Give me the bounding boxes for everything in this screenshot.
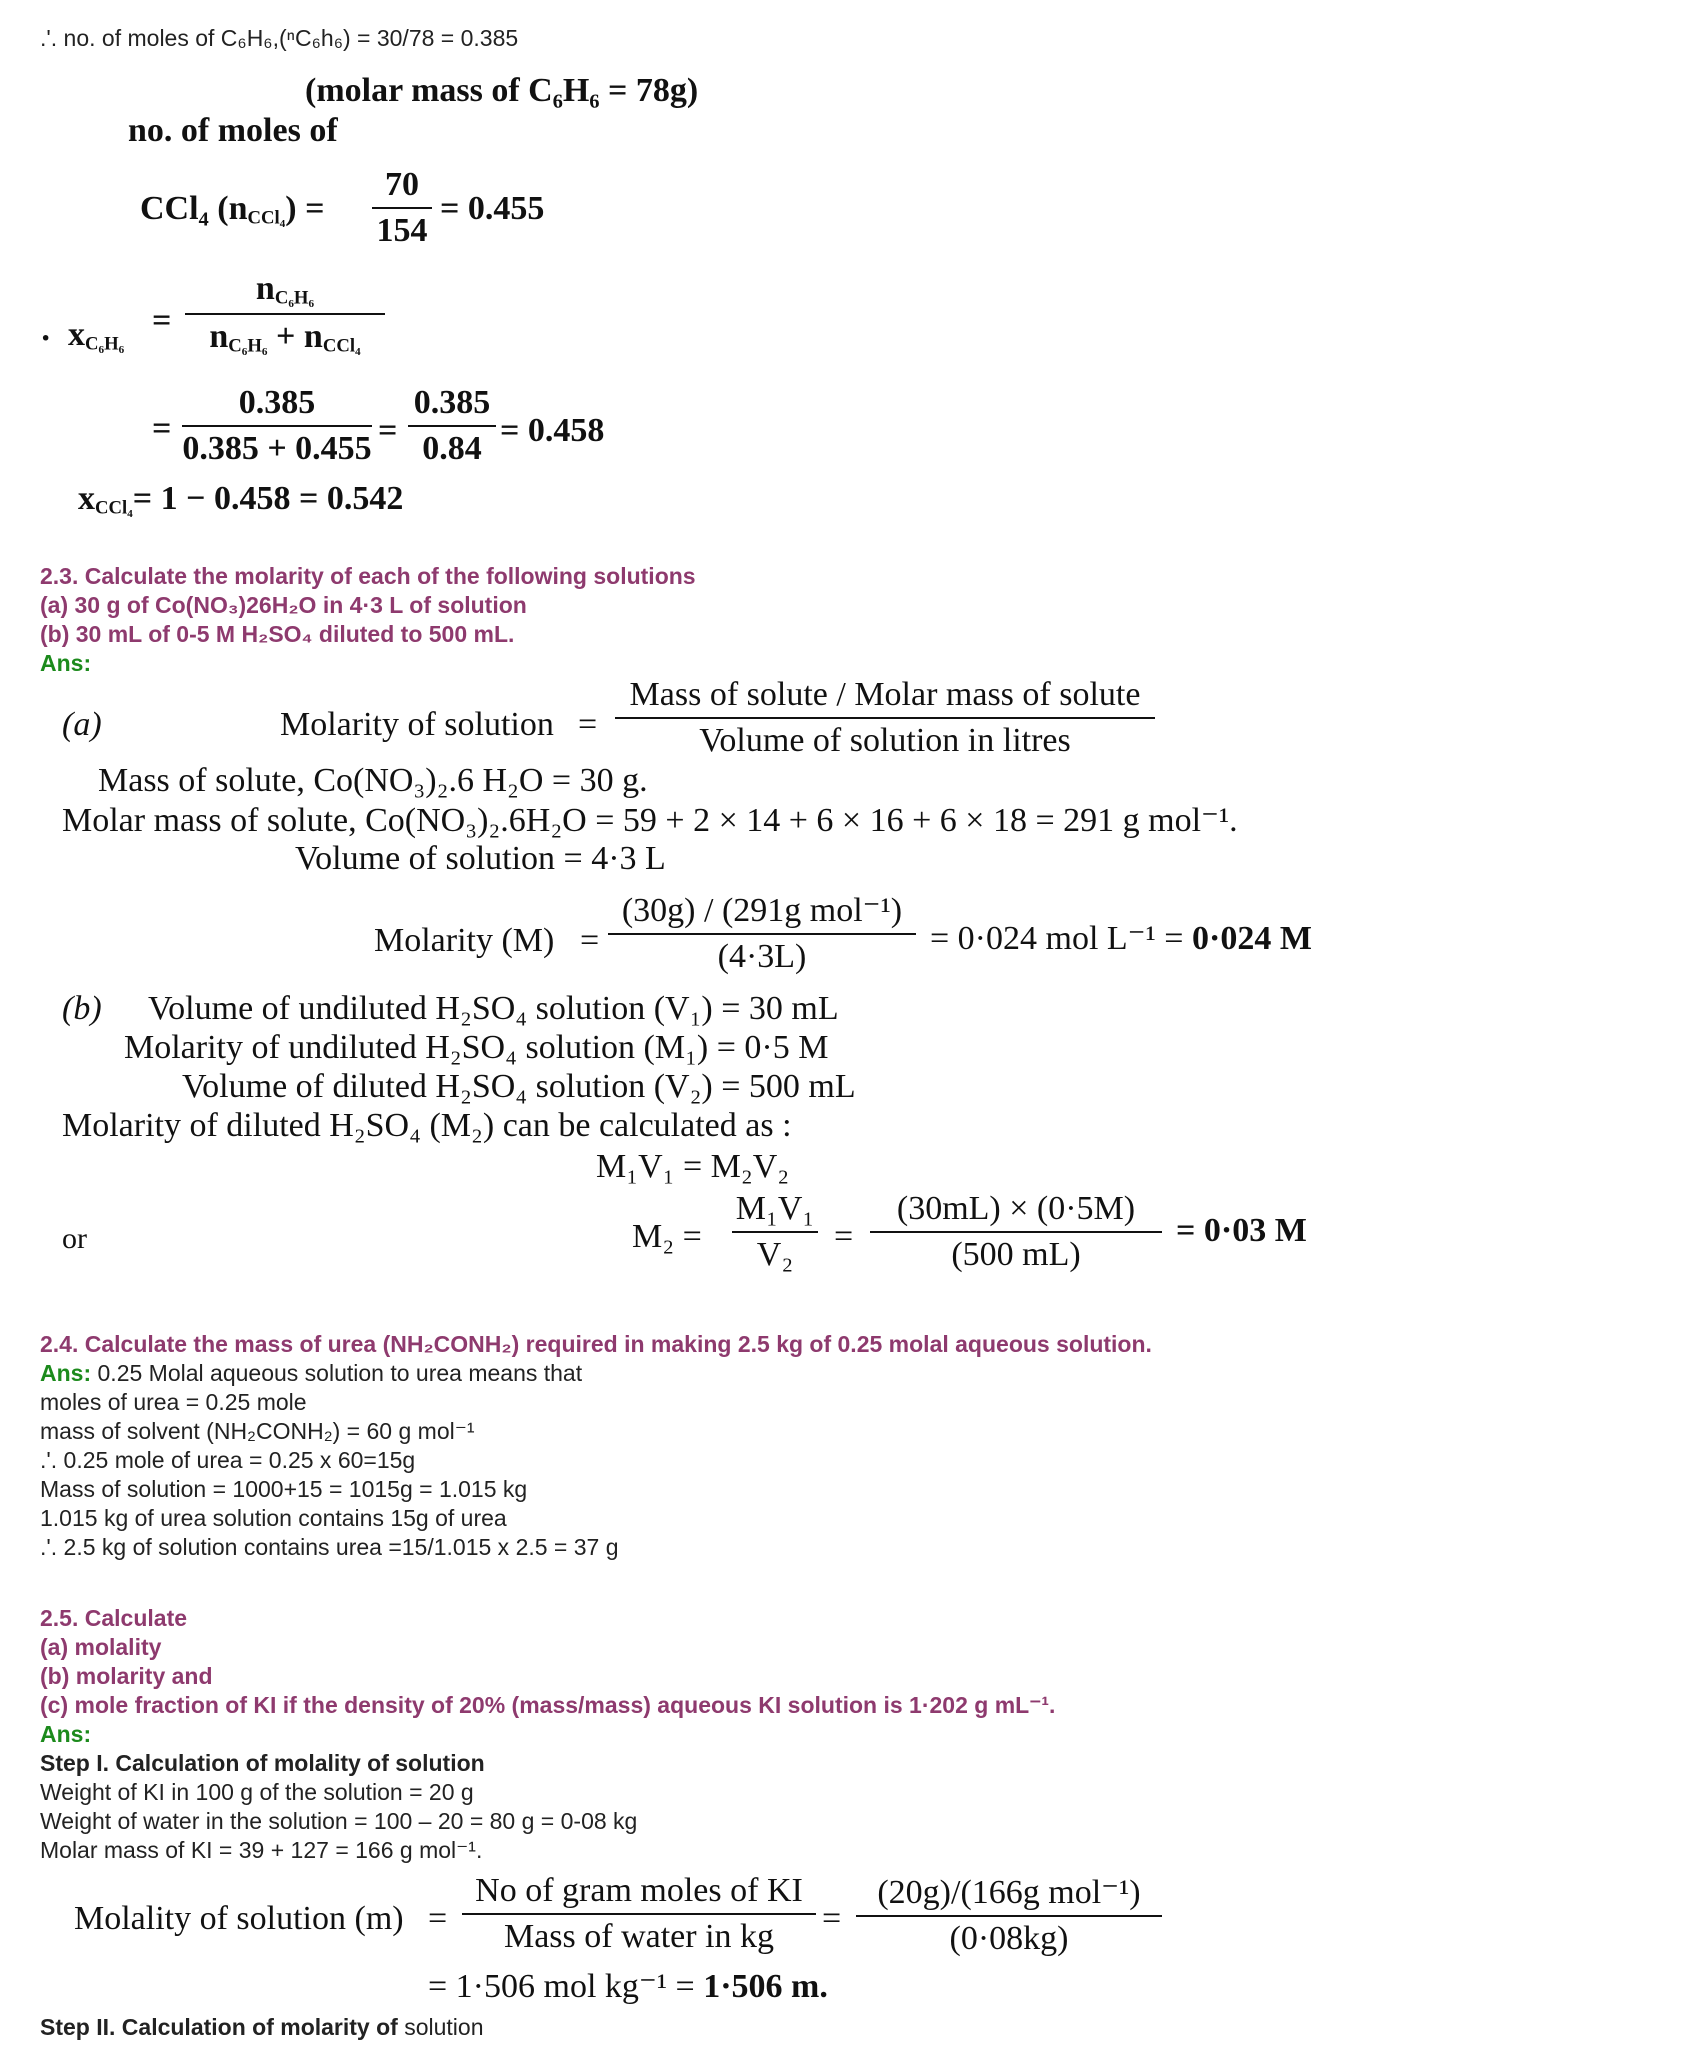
fraction-numerator: (30mL) × (0·5M) bbox=[896, 1190, 1136, 1227]
fraction-numerator bbox=[185, 270, 385, 310]
question-2-5-a: (a) molality bbox=[40, 1634, 162, 1660]
molality-result-bold: 1·506 m. bbox=[703, 1968, 828, 2005]
x-ccl4-line bbox=[78, 480, 403, 520]
answer-2-4-line: Mass of solution = 1000+15 = 1015g = 1.015 kg bbox=[40, 1476, 528, 1502]
fraction-bar bbox=[608, 933, 916, 935]
question-2-5-b: (b) molarity and bbox=[40, 1663, 213, 1689]
fraction-numerator: M₁V₁ bbox=[735, 1190, 815, 1227]
fraction-denominator: (0·08kg) bbox=[949, 1920, 1069, 1957]
question-2-5-c: (c) mole fraction of KI if the density of 20% (mass/mass) aqueous KI solution is 1·202 g mL⁻¹. bbox=[40, 1692, 1056, 1718]
question-2-5-title: 2.5. Calculate bbox=[40, 1605, 188, 1631]
fraction-numerator: (20g)/(166g mol⁻¹) bbox=[877, 1874, 1141, 1911]
question-2-3-title: 2.3. Calculate the molarity of each of the following solutions bbox=[40, 563, 696, 589]
molarity-m-lhs: Molarity (M) bbox=[374, 922, 555, 959]
x-symbol: x bbox=[68, 316, 85, 353]
fraction-denominator: V₂ bbox=[756, 1236, 794, 1273]
question-2-3-a: (a) 30 g of Co(NO₃)26H₂O in 4·3 L of solution bbox=[40, 592, 527, 618]
bullet-dot: · bbox=[40, 320, 52, 357]
b-line-1: Volume of undiluted H₂SO₄ solution (V₁) = 30 mL bbox=[148, 990, 839, 1027]
molality-result bbox=[428, 1966, 828, 2006]
equals-sign: = bbox=[822, 1900, 842, 1937]
fraction-numerator: No of gram moles of KI bbox=[475, 1872, 803, 1909]
step-1-heading: Step I. Calculation of molality of solution bbox=[40, 1750, 485, 1776]
molar-mass-note: (molar mass of C₆H₆ = 78g) bbox=[305, 72, 699, 109]
fraction-denominator: Volume of solution in litres bbox=[699, 722, 1071, 759]
molarity-result-bold: 0·024 M bbox=[1191, 920, 1312, 957]
fraction-denominator: (4·3L) bbox=[717, 938, 807, 975]
m1v1-over-v2 bbox=[732, 1190, 818, 1274]
x-symbol: x bbox=[78, 480, 95, 517]
equals-sign: = bbox=[152, 410, 172, 447]
n-subscript: C₆H₆ bbox=[274, 287, 315, 309]
volume-line: Volume of solution = 4·3 L bbox=[295, 840, 666, 877]
molar-mass-line: Molar mass of solute, Co(NO₃)₂.6H₂O = 59 + 2 × 14 + 6 × 16 + 6 × 18 = 291 g mol⁻¹. bbox=[62, 802, 1238, 839]
answer-2-4-line: moles of urea = 0.25 mole bbox=[40, 1389, 307, 1415]
n-symbol: n bbox=[255, 270, 275, 307]
ccl4-sub: CCl₄ bbox=[247, 207, 286, 229]
moles-of-label: no. of moles of bbox=[128, 112, 338, 149]
step-1-line: Weight of water in the solution = 100 – 20 = 80 g = 0-08 kg bbox=[40, 1808, 638, 1834]
molarity-result bbox=[930, 918, 1312, 958]
molality-values-fraction bbox=[856, 1872, 1162, 1958]
fraction-0385-084 bbox=[408, 384, 496, 468]
dilution-fraction bbox=[870, 1190, 1162, 1274]
answer-2-4-line: 1.015 kg of urea solution contains 15g of urea bbox=[40, 1505, 507, 1531]
answer-text: 0.25 Molal aqueous solution to urea means that bbox=[91, 1360, 583, 1386]
answer-label: Ans: bbox=[40, 1360, 92, 1386]
fraction-70-154 bbox=[372, 166, 432, 250]
x-c6h6 bbox=[68, 316, 124, 356]
n-symbol: n bbox=[209, 317, 229, 355]
fraction-bar bbox=[185, 313, 385, 315]
answer-2-4 bbox=[40, 1359, 582, 1388]
fraction-bar bbox=[372, 207, 432, 209]
b-line-4: Molarity of diluted H₂SO₄ (M₂) can be calculated as : bbox=[62, 1107, 792, 1144]
question-2-3-b: (b) 30 mL of 0-5 M H₂SO₄ diluted to 500 mL. bbox=[40, 621, 515, 647]
fraction-denominator bbox=[185, 318, 385, 358]
x-subscript: C₆H₆ bbox=[85, 333, 125, 355]
equals-sign: = bbox=[378, 412, 398, 449]
x-ccl4-result: = 1 − 0.458 = 0.542 bbox=[132, 480, 404, 517]
molality-lhs-text: Molality of solution (m) bbox=[74, 1900, 404, 1937]
denominator-sum: 0.385 + 0.455 bbox=[182, 430, 372, 467]
denominator-084: 0.84 bbox=[422, 430, 482, 467]
fraction-bar bbox=[182, 425, 372, 427]
step-2-rest: solution bbox=[397, 2014, 484, 2040]
step-2-bold: Step II. Calculation of molarity of bbox=[40, 2014, 398, 2040]
part-a-label: (a) bbox=[62, 706, 102, 743]
equals-sign: = bbox=[152, 302, 172, 339]
ccl4-expression bbox=[140, 190, 324, 230]
molarity-lhs: Molarity of solution bbox=[280, 706, 554, 743]
equals-sign: = bbox=[580, 922, 600, 959]
fraction-bar bbox=[462, 1913, 816, 1915]
numerator-70: 70 bbox=[385, 166, 419, 203]
or-label: or bbox=[62, 1222, 87, 1255]
result-0455: = 0.455 bbox=[440, 190, 545, 227]
equals-sign: = bbox=[834, 1218, 854, 1255]
fraction-denominator: (500 mL) bbox=[951, 1236, 1081, 1273]
m2-lhs: M₂ = bbox=[632, 1218, 702, 1255]
fraction-bar bbox=[408, 425, 496, 427]
b-line-2: Molarity of undiluted H₂SO₄ solution (M₁) = 0·5 M bbox=[124, 1029, 829, 1066]
molarity-formula-fraction bbox=[615, 676, 1155, 760]
molarity-result-text: = 0·024 mol L⁻¹ = bbox=[930, 920, 1184, 957]
equals-sign: = bbox=[428, 1900, 448, 1937]
denominator-154: 154 bbox=[376, 212, 428, 249]
molarity-m-fraction bbox=[608, 890, 916, 976]
molality-lhs bbox=[74, 1900, 404, 1938]
answer-2-4-line: .'. 0.25 mole of urea = 0.25 x 60=15g bbox=[40, 1447, 416, 1473]
mass-of-solute-line: Mass of solute, Co(NO₃)₂.6 H₂O = 30 g. bbox=[98, 762, 648, 799]
step-2-heading bbox=[40, 2013, 484, 2042]
result-0458: = 0.458 bbox=[500, 412, 605, 449]
question-2-4-title: 2.4. Calculate the mass of urea (NH₂CONH₂) required in making 2.5 kg of 0.25 molal aqueous solution. bbox=[40, 1331, 1152, 1357]
n-plus: + n bbox=[276, 317, 323, 355]
fraction-numerator: Mass of solute / Molar mass of solute bbox=[629, 676, 1141, 713]
step-1-line: Molar mass of KI = 39 + 127 = 166 g mol⁻¹. bbox=[40, 1837, 483, 1863]
answer-2-4-line: mass of solvent (NH₂CONH₂) = 60 g mol⁻¹ bbox=[40, 1418, 475, 1444]
part-b-label: (b) bbox=[62, 990, 102, 1027]
answer-label: Ans: bbox=[40, 1721, 92, 1747]
fraction-bar bbox=[870, 1231, 1162, 1233]
n-subscript: C₆H₆ bbox=[228, 335, 268, 357]
numerator-0385: 0.385 bbox=[413, 384, 491, 421]
n-subscript: CCl₄ bbox=[322, 335, 361, 357]
answer-2-4-line: .'. 2.5 kg of solution contains urea =15/1.015 x 2.5 = 37 g bbox=[40, 1534, 619, 1560]
fraction-bar bbox=[615, 717, 1155, 719]
b-line-5: M₁V₁ = M₂V₂ bbox=[596, 1148, 790, 1185]
x-subscript: CCl₄ bbox=[95, 497, 133, 519]
moles-c6h6-line: .'. no. of moles of C₆H₆,(ⁿC₆h₆) = 30/78 = 0.385 bbox=[40, 25, 519, 51]
fraction-numerator: (30g) / (291g mol⁻¹) bbox=[621, 892, 903, 929]
dilution-result: = 0·03 M bbox=[1176, 1212, 1307, 1249]
ccl4-close: ) = bbox=[285, 190, 325, 227]
numerator-0385: 0.385 bbox=[238, 384, 316, 421]
mole-fraction-formula bbox=[185, 270, 385, 357]
molality-fraction bbox=[462, 1872, 816, 1956]
answer-label: Ans: bbox=[40, 650, 92, 676]
equals-sign: = bbox=[578, 706, 598, 743]
molality-result-text: = 1·506 mol kg⁻¹ = bbox=[428, 1968, 695, 2005]
b-line-3: Volume of diluted H₂SO₄ solution (V₂) = 500 mL bbox=[182, 1068, 856, 1105]
fraction-bar bbox=[732, 1231, 818, 1233]
step-1-line: Weight of KI in 100 g of the solution = 20 g bbox=[40, 1779, 474, 1805]
fraction-0385-sum bbox=[182, 384, 372, 468]
ccl4-lhs: CCl₄ (n bbox=[140, 190, 248, 227]
fraction-denominator: Mass of water in kg bbox=[503, 1918, 775, 1955]
fraction-bar bbox=[856, 1915, 1162, 1917]
